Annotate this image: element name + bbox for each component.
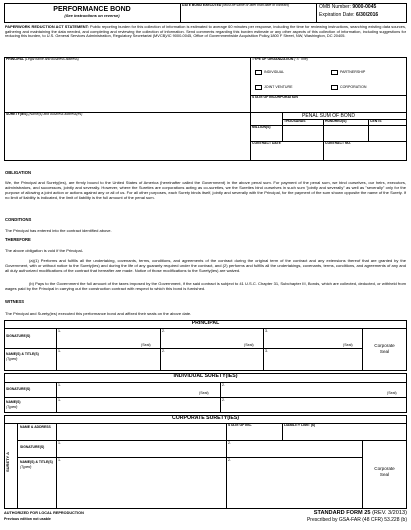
date-executed-field[interactable] — [182, 9, 314, 22]
clause-b: (b) Pays to the Government the full amount of the taxes imposed by the Government, if the said contract is subject to 41 U.S.C. Chapter 31, Subchapter III, Bonds, which are collected, deducted, or withheld from wages paid by the Principal in carrying out the construction contract with respect to which this bond is furnished. — [5, 281, 406, 291]
therefore-text: The above obligation is void if the Principal- — [5, 248, 84, 253]
principal-signature-label: SIGNATURE(S) — [6, 334, 31, 338]
contract-date-field[interactable] — [252, 147, 321, 160]
individual-label: INDIVIDUAL — [264, 70, 285, 74]
name-address-label: NAME & ADDRESS — [20, 425, 51, 429]
state-inc-label: STATE OF INC. — [228, 423, 252, 427]
partnership-checkbox[interactable] — [331, 70, 338, 75]
individual-name-2[interactable] — [222, 401, 405, 412]
clause-a: (a)(1) Performs and fulfills all the undertaking, covenants, terms, conditions, and agreements of the contract during the original term of the contract and any extensions thereof that are granted by the Government, with or without notice to the Surety(ies) and during the life of any guaranty required under the contract, and (2) performs and fulfills all the undertakings, covenants, terms, conditions, and agreements of any and all duly authorized modifications of the contract that hereafter are made. Notice of those modifications to the Surety(ies) are waived. — [5, 258, 406, 273]
individual-checkbox[interactable] — [255, 70, 262, 75]
conditions-heading: CONDITIONS — [5, 217, 32, 222]
thousands-field[interactable] — [284, 126, 322, 140]
cents-field[interactable] — [370, 126, 406, 140]
witness-text: The Principal and Surety(ies) executed this performance bond and affixed their seals on the above date. — [5, 311, 192, 316]
state-incorporation-label: STATE OF INCORPORATION — [252, 95, 298, 99]
partnership-label: PARTNERSHIP — [340, 70, 366, 74]
contract-no-field[interactable] — [325, 147, 406, 160]
org-type-label: TYPE OF ORGANIZATION ("X" one) — [252, 57, 308, 61]
authorized-reproduction: AUTHORIZED FOR LOCAL REPRODUCTION — [4, 511, 84, 515]
cents-label: CENTS — [370, 119, 382, 123]
millions-label: MILLION(S) — [252, 125, 271, 129]
corporate-typed-label: (Typed) — [20, 465, 32, 469]
corporate-signature-label: SIGNATURE(S) — [20, 445, 45, 449]
individual-names-label: NAME(S) — [6, 400, 21, 404]
conditions-text: The Principal has entered into the contract identified above. — [5, 228, 112, 233]
expiration-date: Expiration Date: 6/30/2016 — [319, 12, 379, 18]
joint-venture-label: JOINT VENTURE — [264, 85, 293, 89]
hundreds-label: HUNDRED(S) — [325, 119, 347, 123]
contract-no-label: CONTRACT NO. — [325, 141, 351, 145]
form-number: STANDARD FORM 25 (REV. 3/2013) — [313, 510, 407, 516]
individual-signature-label: SIGNATURE(S) — [6, 387, 31, 391]
prescribed-by: Prescribed by GSA-FAR (48 CFR) 53.228 (b) — [306, 517, 407, 523]
liability-limit-label: LIABILITY LIMIT ($) — [284, 423, 316, 427]
form-subtitle: (See instructions on reverse) — [64, 13, 120, 18]
corporate-sig-title: CORPORATE SURETY(IES) — [171, 415, 240, 421]
omb-number: OMB Number: 9000-0045 — [319, 4, 377, 10]
principal-field[interactable] — [6, 64, 248, 110]
corporate-name-address-field[interactable] — [58, 425, 224, 439]
liability-limit-field[interactable] — [284, 429, 405, 439]
principal-sig-title: PRINCIPAL — [191, 320, 220, 326]
individual-typed-label: (Typed) — [6, 405, 18, 409]
individual-signature-1[interactable] — [58, 386, 218, 396]
sureties-field[interactable] — [6, 119, 248, 160]
penal-sum-title: PENAL SUM OF BOND — [302, 113, 355, 119]
contract-date-label: CONTRACT DATE — [252, 141, 281, 145]
joint-venture-checkbox[interactable] — [255, 85, 262, 90]
individual-name-1[interactable] — [58, 401, 218, 412]
principal-name-1[interactable] — [58, 353, 158, 369]
state-incorporation-field[interactable] — [252, 101, 405, 111]
corporate-signature-2[interactable] — [228, 445, 360, 456]
individual-signature-2[interactable] — [222, 386, 405, 396]
surety-a-label: SURETY A — [5, 451, 10, 472]
corporate-signature-1[interactable] — [58, 445, 224, 456]
thousands-label: THOUSANDS — [284, 119, 306, 123]
individual-sig-title: INDIVIDUAL SURETY(IES) — [173, 373, 238, 379]
corporate-name-2[interactable] — [228, 462, 360, 474]
paperwork-statement: PAPERWORK REDUCTION ACT STATEMENT: Public reporting burden for this collection of information is estimated to average 60 minutes per response, including the time for reviewing instructions, searching existing data sources, gathering and maintaining the data needed, and completing and reviewing the collection of information. Send comments regarding this burden estimate or any other aspects of this collection of information, including suggestions for reducing this burden, to U.S. General Services Administration, Regulatory Secretariat (MVCB)/IC 9000-0045, Office of Governmentwide Acquisition Policy,1800 F Street, NW, Washington, DC 20405. — [5, 24, 406, 39]
principal-corporate-seal: Corporate Seal — [374, 343, 395, 354]
witness-heading: WITNESS — [5, 299, 25, 304]
form-title: PERFORMANCE BOND — [53, 6, 131, 13]
previous-edition: Previous edition not usable — [4, 517, 51, 521]
corporation-checkbox[interactable] — [331, 85, 338, 90]
hundreds-field[interactable] — [325, 126, 367, 140]
corporate-surety-seal: Corporate Seal — [374, 466, 395, 477]
corporation-label: CORPORATION — [340, 85, 367, 89]
principal-names-label: NAME(S) & TITLE(S) — [6, 352, 39, 356]
principal-name-2[interactable] — [162, 353, 262, 369]
millions-field[interactable] — [252, 131, 281, 140]
obligation-text: We, the Principal and Surety(ies), are firmly bound to the United States of America (hereinafter called the Government) in the above penal sum. For payment of the penal sum, we bind ourselves, our heirs, executors, administrators, and successors, jointly and severally. However, where the Sureties are corporations acting as co-sureties, we the Sureties bind ourselves in such sum "jointly and severally" as well as "severally" only for the purpose of allowing a joint action or actions against any or all of us. For all other purposes, each Surety binds itself, jointly and severally with the Principal, for the payment of the sum shown opposite the name of the Surety. If no limit of liability is indicated, the limit of liability is the full amount of the penal sum. — [5, 180, 406, 200]
principal-name-3[interactable] — [265, 353, 361, 369]
corporate-names-label: NAME(S) & TITLE(S) — [20, 460, 53, 464]
date-executed-label: DATE BOND EXECUTED (Must be same or later than date of contract) — [182, 3, 290, 7]
sureties-label: SURETY(IES) (Name(s) and business address(es) — [6, 112, 83, 116]
obligation-heading: OBLIGATION — [5, 170, 31, 175]
principal-typed-label: (Typed) — [6, 357, 18, 361]
therefore-heading: THEREFORE — [5, 237, 31, 242]
principal-label: PRINCIPAL (Legal name and business address) — [6, 57, 79, 61]
corporate-name-1[interactable] — [58, 462, 224, 474]
state-inc-field[interactable] — [228, 429, 280, 439]
